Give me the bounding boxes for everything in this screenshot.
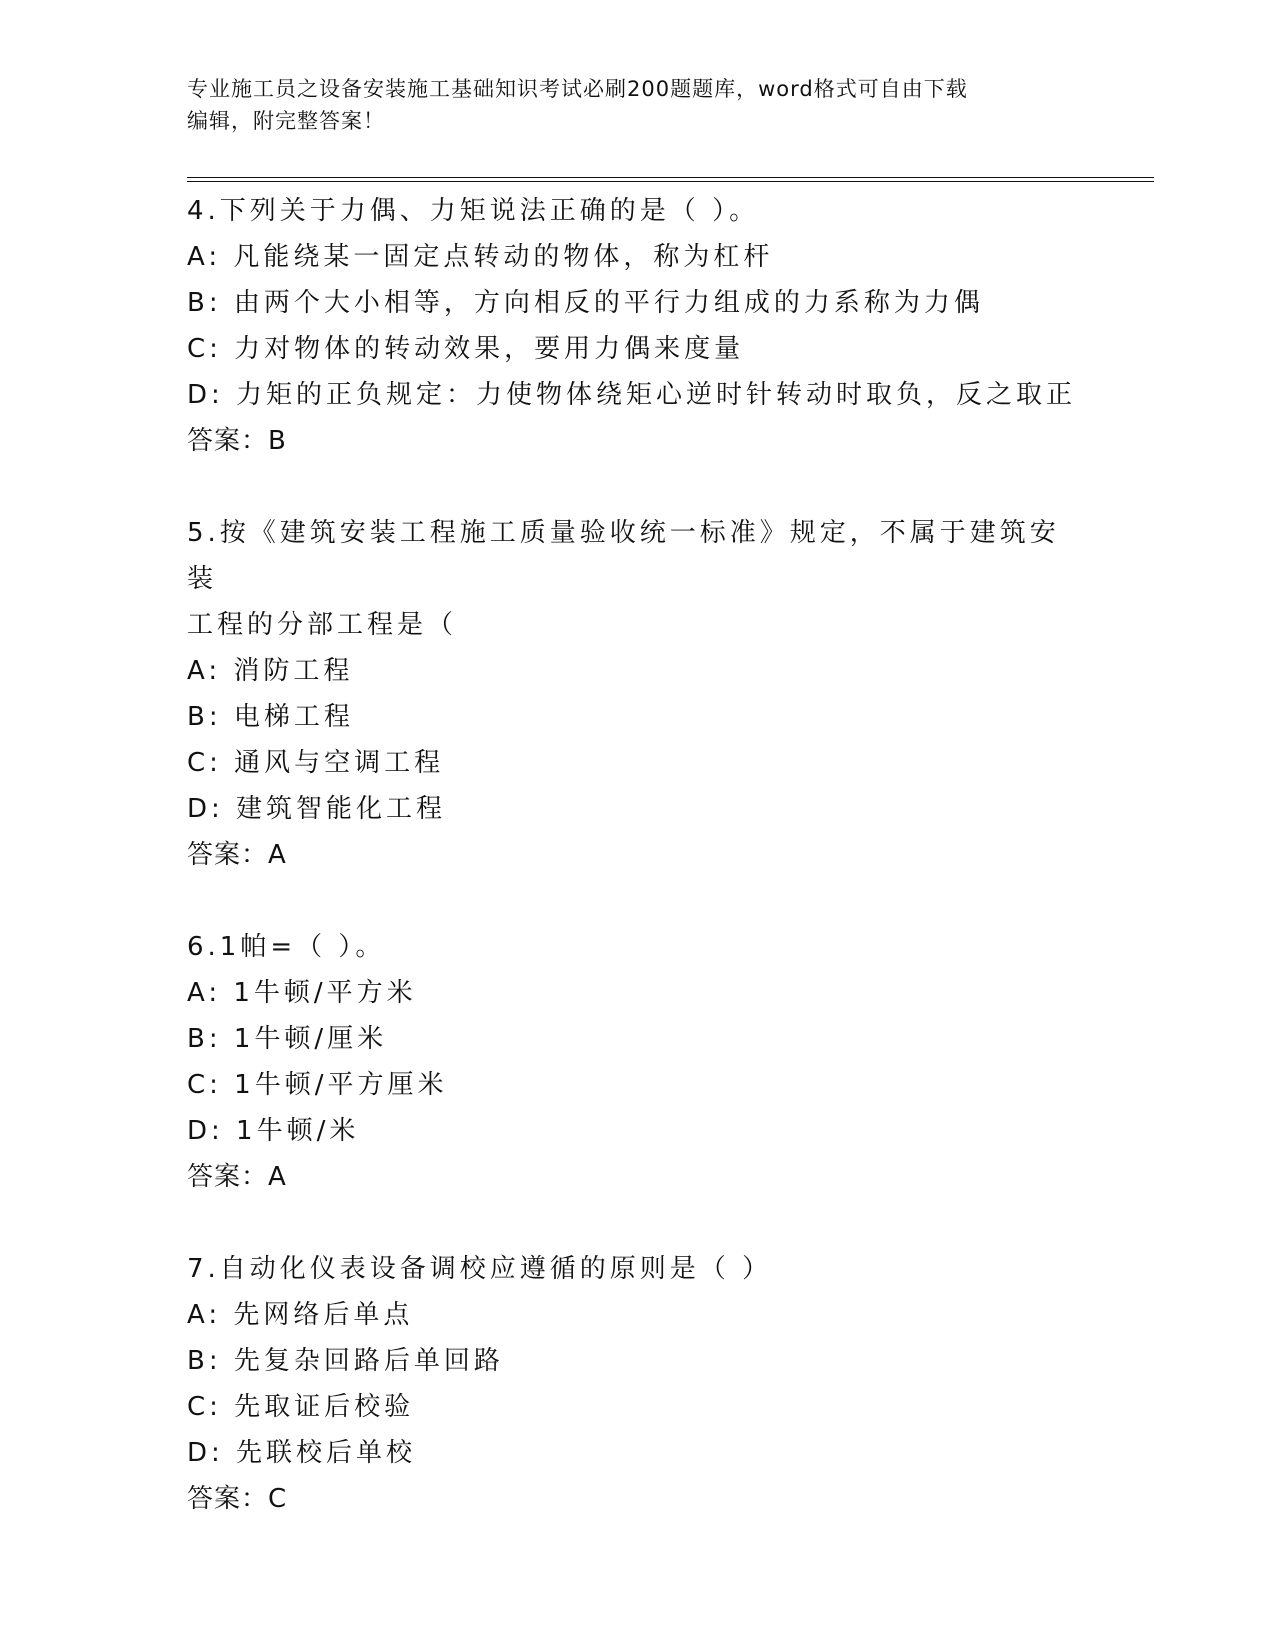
document-header bbox=[187, 73, 1067, 137]
question-list bbox=[187, 188, 1087, 1568]
option-d: D: 建筑智能化工程 bbox=[187, 794, 447, 824]
option-a: A: 1牛顿/平方米 bbox=[187, 978, 417, 1008]
header-double-rule bbox=[187, 177, 1154, 182]
option-a: A: 先网络后单点 bbox=[187, 1300, 414, 1330]
option-a: A: 凡能绕某一固定点转动的物体，称为杠杆 bbox=[187, 242, 774, 272]
option-d: D: 先联校后单校 bbox=[187, 1438, 417, 1468]
question-stem: 5.按《建筑安装工程施工质量验收统一标准》规定，不属于建筑安装 bbox=[187, 518, 1060, 594]
answer-line: 答案：A bbox=[187, 1162, 287, 1192]
option-b: B: 先复杂回路后单回路 bbox=[187, 1346, 504, 1376]
option-d: D: 1牛顿/米 bbox=[187, 1116, 360, 1146]
option-b: B: 1牛顿/厘米 bbox=[187, 1024, 388, 1054]
answer-line: 答案：A bbox=[187, 840, 287, 870]
option-b: B: 电梯工程 bbox=[187, 702, 354, 732]
option-d: D: 力矩的正负规定：力使物体绕矩心逆时针转动时取负，反之取正 bbox=[187, 380, 1077, 410]
header-title-line-1: 专业施工员之设备安装施工基础知识考试必刷200题题库，word格式可自由下载 bbox=[187, 77, 968, 101]
question-stem: 7.自动化仪表设备调校应遵循的原则是（ ） bbox=[187, 1254, 773, 1284]
header-title-line-2: 编辑，附完整答案！ bbox=[187, 109, 385, 133]
question-5 bbox=[187, 510, 1087, 878]
question-stem-continued: 工程的分部工程是（ bbox=[187, 610, 458, 640]
option-b: B: 由两个大小相等，方向相反的平行力组成的力系称为力偶 bbox=[187, 288, 984, 318]
question-stem: 4.下列关于力偶、力矩说法正确的是（ ）。 bbox=[187, 196, 760, 226]
option-c: C: 力对物体的转动效果，要用力偶来度量 bbox=[187, 334, 745, 364]
option-c: C: 1牛顿/平方厘米 bbox=[187, 1070, 448, 1100]
question-stem: 6.1帕=（ ）。 bbox=[187, 932, 386, 962]
option-c: C: 先取证后校验 bbox=[187, 1392, 415, 1422]
answer-line: 答案：B bbox=[187, 426, 287, 456]
option-a: A: 消防工程 bbox=[187, 656, 354, 686]
question-4 bbox=[187, 188, 1087, 464]
option-c: C: 通风与空调工程 bbox=[187, 748, 445, 778]
question-6 bbox=[187, 924, 1087, 1200]
question-7 bbox=[187, 1246, 1087, 1522]
answer-line: 答案：C bbox=[187, 1484, 288, 1514]
